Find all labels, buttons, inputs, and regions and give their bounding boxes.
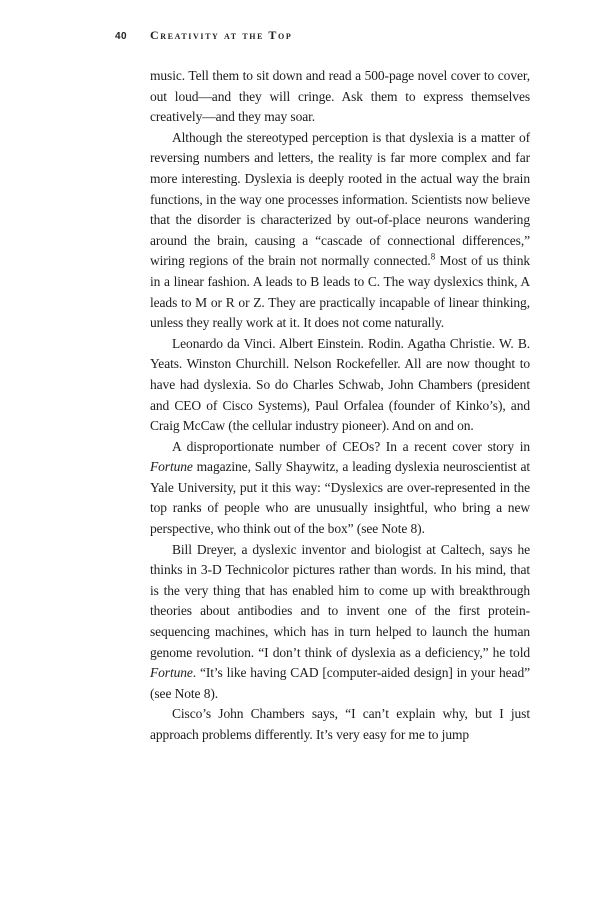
text-run: A disproportionate number of CEOs? In a recent cover story in [172, 438, 530, 454]
text-run: Leonardo da Vinci. Albert Einstein. Rodin. Agatha Christie. W. B. Yeats. Winston Churchill. Nelson Rockefeller. All are now thought to have had dyslexia. So do Charles Schwab, John Chambers (president and CEO of Cisco Systems), Paul Orfalea (founder of Kinko’s), and Craig McCaw (the cellular industry pioneer). And on and on. [150, 335, 530, 434]
text-run: Cisco’s John Chambers says, “I can’t explain why, but I just approach problems differently. It’s very easy for me to jump [150, 706, 530, 742]
chapter-title: Creativity at the Top [150, 28, 293, 42]
running-header [115, 28, 530, 43]
text-run: music. Tell them to sit down and read a 500-page novel cover to cover, out loud—and they will cringe. Ask them to express themselves creatively—and they may soar. [150, 68, 530, 125]
text-run: 8 [430, 251, 436, 262]
paragraph [150, 66, 530, 128]
text-run: Fortune [150, 459, 193, 475]
text-run: Fortune [150, 665, 193, 681]
paragraph [150, 704, 530, 745]
text-run: Although the stereotyped perception is that dyslexia is a matter of reversing numbers and letters, the reality is far more complex and far more interesting. Dyslexia is deeply rooted in the actual way the brain functions, in the way one processes information. Scientists now believe that the disorder is characterized by out-of-place neurons wandering around the brain, causing a “cascade of connectional differences,” wiring regions of the brain not normally connected. [150, 129, 530, 269]
paragraph [150, 334, 530, 437]
page-number: 40 [115, 31, 128, 42]
text-run: Bill Dreyer, a dyslexic inventor and biologist at Caltech, says he thinks in 3-D Technicolor pictures rather than words. In his mind, that is the very thing that has enabled him to come up with breakthrough theories about antibodies and to invent one of the first protein-sequencing machines, which has in turn helped to launch the human genome revolution. “I don’t think of dyslexia as a deficiency,” he told [150, 541, 530, 660]
text-run: . “It’s like having CAD [computer-aided design] in your head” (see Note 8). [150, 665, 530, 701]
paragraph [150, 540, 530, 705]
text-run: Most of us think in a linear fashion. A leads to B leads to C. The way dyslexics think, A leads to M or R or Z. They are practically incapable of linear thinking, unless they really work at it. It does not come naturally. [150, 253, 530, 331]
text-run: magazine, Sally Shaywitz, a leading dyslexia neuroscientist at Yale University, put it this way: “Dyslexics are over-represented in the top ranks of people who are unusually insightful, who bring a new perspective, who think out of the box” (see Note 8). [150, 459, 530, 537]
paragraph [150, 128, 530, 334]
body-text [150, 66, 530, 746]
paragraph [150, 437, 530, 540]
